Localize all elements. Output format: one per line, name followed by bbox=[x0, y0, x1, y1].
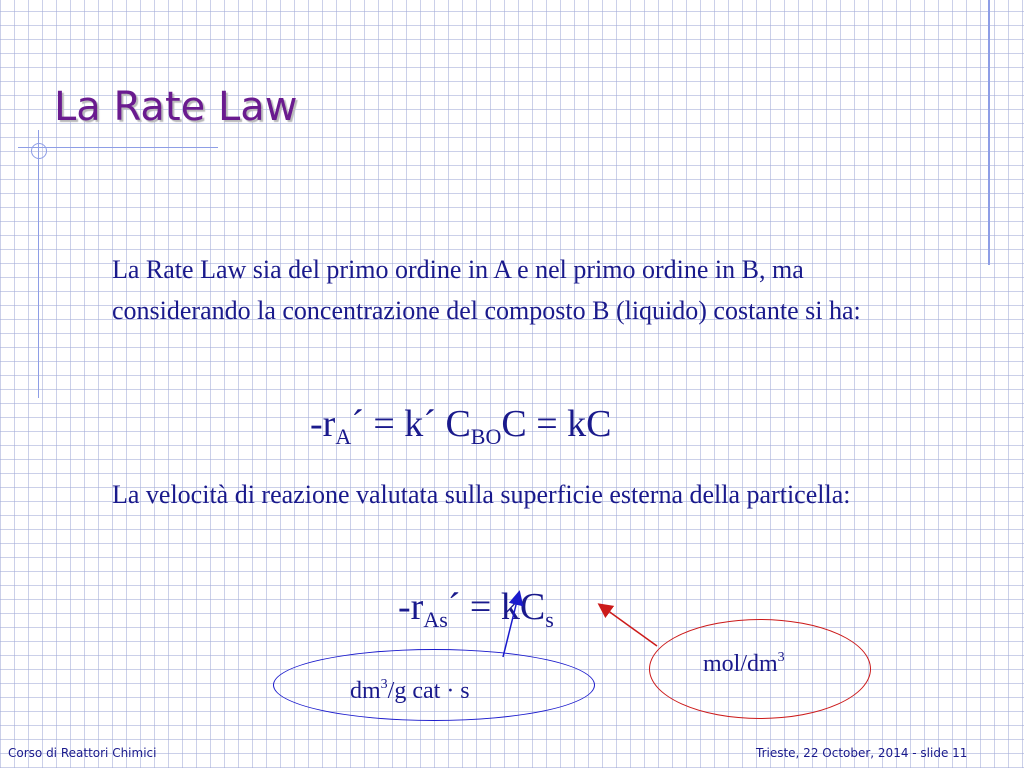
intro-paragraph: La Rate Law sia del primo ordine in A e nel primo ordine in B, ma considerando la concentrazione del composto B (liquido) costante si ha: bbox=[112, 255, 861, 325]
eq1-lhs-subscript: A bbox=[335, 424, 352, 449]
red-arrow bbox=[600, 605, 657, 646]
eq1-lhs: -r bbox=[310, 403, 336, 445]
eq1-middle: ´ = k´ C bbox=[351, 403, 471, 445]
surface-rate-paragraph: La velocità di reazione valutata sulla superficie esterna della particella: bbox=[112, 480, 851, 509]
eq1-c-subscript: BO bbox=[470, 424, 502, 449]
unit-blue-base: dm bbox=[350, 678, 381, 704]
unit-blue-rest: /g cat · s bbox=[387, 678, 470, 704]
footer-course: Corso di Reattori Chimici bbox=[8, 746, 157, 760]
eq2-middle: ´ = kC bbox=[447, 586, 546, 628]
eq1-rest: C = kC bbox=[501, 403, 612, 445]
footer-date-slide: Trieste, 22 October, 2014 - slide 11 bbox=[756, 746, 968, 760]
unit-blue-exponent: 3 bbox=[380, 677, 388, 692]
unit-red-base: mol/dm bbox=[703, 651, 778, 677]
slide-title: La Rate Law bbox=[54, 84, 298, 130]
eq2-lhs: -r bbox=[398, 586, 424, 628]
unit-red-exponent: 3 bbox=[777, 650, 785, 665]
eq2-lhs-subscript: As bbox=[423, 607, 448, 632]
blue-arrow bbox=[503, 593, 519, 657]
eq2-c-subscript: s bbox=[545, 607, 554, 632]
